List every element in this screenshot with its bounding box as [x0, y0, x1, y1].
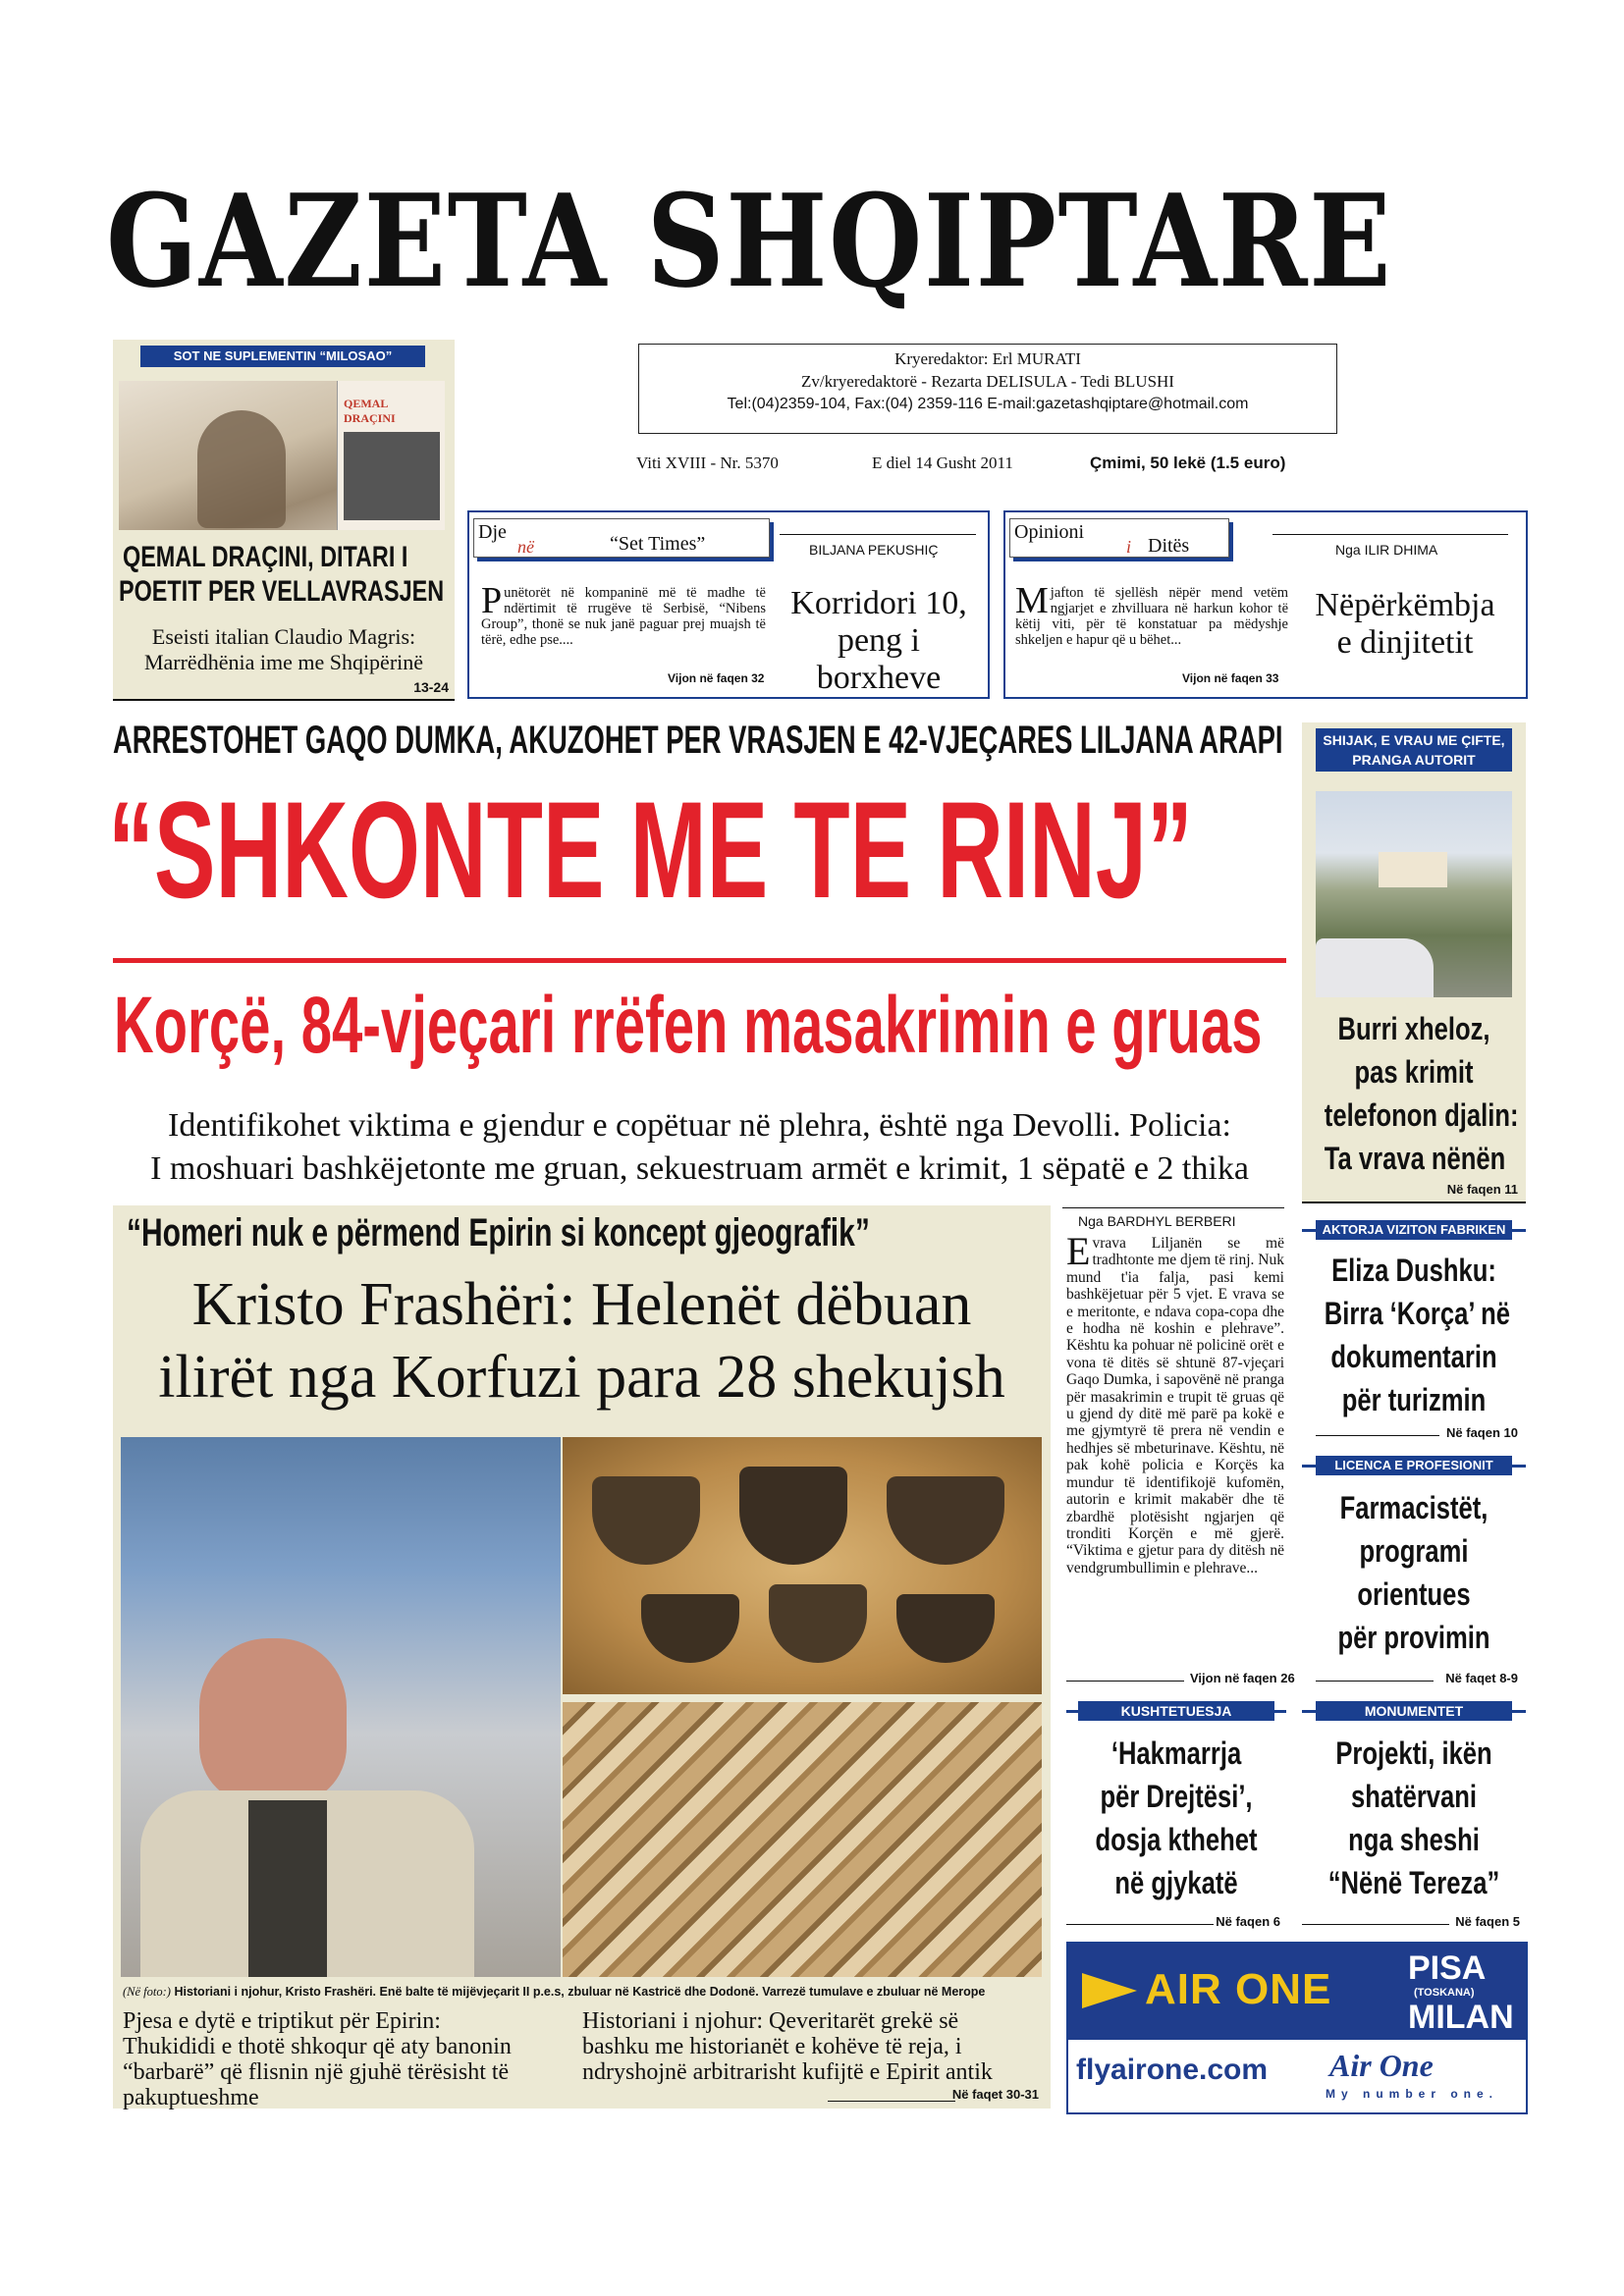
sidebar-actress-title-1: Eliza Dushku: — [1331, 1253, 1496, 1288]
lead-text: vrava Liljanën se më tradhtonte me djem të rinj. Nuk mund t'ia falja, pasi kemi bashkëjetuar për 5 vjet. E vrava se e meritonte, e ndava copa-copa dhe e hodha në koshin e plehrave”. Kështu ka pohuar në policinë orët e vona të ditës së shtunë 87-vjeçari Gaqo Dumka, i sapovënë në pranga për masakrimin e trupit të gruas që u gjend dy ditë më parë pa kokë e me gjymtyrë të prera në vendin e hedhjes së mbeturinave. Kështu, në pak kohë policia e Korçës ka mundur të identifikojë kufomën, autorin e krimit makabër dhe të zbardhë plotësisht ngjarjen që tronditi Korçën e më gjerë. “Viktima e gjetur para dy ditësh në vendgrumbullimin e plehrave... — [1066, 1235, 1284, 1576]
history-pot-5 — [769, 1584, 867, 1663]
supplement-pages: 13-24 — [413, 679, 449, 695]
sidebar-car-icon — [1316, 938, 1434, 997]
opinion-tag-b: i — [1126, 537, 1132, 557]
sidebar-licence-label: LICENCA E PROFESIONIT — [1316, 1456, 1512, 1475]
sidebar-top-box[interactable] — [1302, 722, 1526, 1203]
sidebar-top-title-3: telefonon djalin: — [1324, 1097, 1519, 1133]
supplement-cover-photo — [344, 432, 440, 520]
history-pot-6 — [896, 1594, 995, 1663]
history-text-right: Historiani i njohur: Qeveritarët grekë së bashku me historianët e kohëve të reja, i ndryshojnë arbitrarisht kufijtë e Epirit antik — [582, 2008, 993, 2085]
history-pot-3 — [887, 1476, 1004, 1565]
column-more[interactable]: Vijon në faqen 32 — [668, 671, 765, 685]
history-portrait-shirt — [248, 1800, 327, 1977]
history-caption-text: Historiani i njohur, Kristo Frashëri. Enë balte të mijëvjeçarit II p.e.s, zbuluar në Kastricë dhe Dodonë. Varrezë tumulave e zbuluar në Merope — [174, 1985, 986, 1999]
ad-dest-1-sub: (TOSKANA) — [1414, 1987, 1475, 1999]
supplement-photo — [119, 381, 445, 530]
history-pot-2 — [739, 1467, 847, 1565]
issue-number: Viti XVIII - Nr. 5370 — [636, 454, 779, 472]
constitution-title-1: ‘Hakmarrja — [1110, 1735, 1242, 1771]
sidebar-licence-box[interactable] — [1302, 1453, 1526, 1684]
history-caption-prefix: (Në foto:) — [123, 1985, 171, 1999]
lead-more[interactable]: Vijon në faqen 26 — [1190, 1671, 1295, 1685]
column-title-2: peng i borxheve — [816, 622, 942, 696]
sidebar-top-photo — [1316, 791, 1512, 997]
sidebar-top-title-1: Burri xheloz, — [1337, 1011, 1490, 1046]
ad-dest-1: PISA — [1408, 1949, 1487, 1987]
sidebar-licence-page[interactable]: Në faqet 8-9 — [1445, 1671, 1518, 1685]
monument-title-1: Projekti, ikën — [1335, 1735, 1492, 1771]
sidebar-licence-title-2: programi — [1359, 1533, 1469, 1569]
masthead-staff-box — [638, 344, 1337, 434]
history-pottery-photo — [563, 1437, 1042, 1694]
column-drop-cap: P — [481, 580, 503, 621]
opinion-more[interactable]: Vijon në faqen 33 — [1182, 671, 1279, 685]
history-more-rule — [828, 2101, 955, 2102]
constitution-label: KUSHTETUESJA — [1078, 1701, 1274, 1721]
sidebar-actress-title-4: për turizmin — [1341, 1382, 1487, 1417]
history-portrait-face — [199, 1638, 347, 1805]
monument-bottom-rule — [1302, 1924, 1449, 1925]
sidebar-actress-label: AKTORJA VIZITON FABRIKEN — [1316, 1220, 1512, 1240]
supplement-headline-2: POETIT PER VELLAVRASJEN — [119, 575, 445, 608]
history-more[interactable]: Në faqet 30-31 — [951, 2087, 1039, 2102]
constitution-title-2: për Drejtësi’, — [1100, 1779, 1253, 1814]
lead-kicker: ARRESTOHET GAQO DUMKA, AKUZOHET PER VRASJEN E 42-VJEÇARES LILJANA ARAPI — [113, 719, 1283, 762]
opinion-body — [1015, 580, 1288, 648]
column-set-times[interactable] — [467, 510, 990, 699]
opinion-author-rule — [1272, 534, 1508, 535]
lead-subhead[interactable]: Korçë, 84-vjeçari rrëfen masakrimin e gruas — [114, 981, 1263, 1070]
opinion-author: Nga ILIR DHIMA — [1335, 542, 1438, 558]
opinion-title-2: e dinjitetit — [1336, 624, 1474, 661]
column-title-1: Korridori 10, — [790, 585, 967, 621]
sidebar-actress-page[interactable]: Në faqen 10 — [1446, 1425, 1518, 1440]
sidebar-licence-title-3: orientues — [1357, 1576, 1471, 1612]
monument-title-4: “Nënë Tereza” — [1327, 1865, 1500, 1900]
history-title-2: ilirët nga Korfuzi para 28 shekujsh — [158, 1344, 1005, 1411]
opinion-tag-a: Opinioni — [1014, 521, 1085, 543]
history-pot-1 — [592, 1476, 700, 1565]
sidebar-top-title — [1302, 1007, 1526, 1180]
masthead-title: GAZETA SHQIPTARE — [106, 166, 1393, 316]
ad-tagline: My number one. — [1326, 2087, 1499, 2101]
monument-title-3: nga sheshi — [1348, 1822, 1480, 1857]
ad-dest-2: MILAN — [1408, 1999, 1514, 2036]
ad-logo: Air One — [1329, 2048, 1434, 2083]
ad-brand: AIR ONE — [1145, 1965, 1332, 2013]
lead-rule — [113, 958, 1286, 963]
lead-more-rule — [1066, 1681, 1184, 1682]
history-text-left: Pjesa e dytë e triptikut për Epirin: Thukididi e thotë shkoqur që aty banonin “barbarë” që flisnin një gjuhë tërësisht të pakuptueshme — [123, 2008, 512, 2110]
supplement-sub-2: Marrëdhënia ime me Shqipërinë — [143, 650, 424, 674]
issue-price: Çmimi, 50 lekë (1.5 euro) — [1090, 454, 1286, 472]
history-excavation-photo — [563, 1702, 1042, 1977]
opinion-text: jafton të sjellësh nëpër mend vetëm ngjarjet e zhvilluara në harkun kohor të këtij viti, për të konstatuar pa mëdyshje shkeljen e hapur që u bëhet... — [1015, 585, 1288, 648]
history-caption — [123, 1985, 1046, 2000]
column-tag-c: “Set Times” — [610, 533, 706, 555]
monument-label: MONUMENTET — [1316, 1701, 1512, 1721]
sidebar-top-title-4: Ta vrava nënën — [1324, 1141, 1506, 1176]
column-author-rule — [780, 534, 976, 535]
ad-plane-icon — [1082, 1973, 1137, 2008]
lead-headline[interactable]: “SHKONTE ME TE RINJ” — [108, 773, 1193, 927]
lead-drop-cap: E — [1066, 1229, 1091, 1273]
supplement-portrait — [197, 410, 286, 528]
contact-line: Tel:(04)2359-104, Fax:(04) 2359-116 E-mail:gazetashqiptare@hotmail.com — [727, 396, 1249, 412]
deputy-line: Zv/kryeredaktorë - Rezarta DELISULA - Tedi BLUSHI — [801, 372, 1174, 391]
history-title-1: Kristo Frashëri: Helenët dëbuan — [191, 1271, 972, 1338]
column-author: BILJANA PEKUSHIÇ — [809, 542, 939, 558]
monument-page[interactable]: Në faqen 5 — [1455, 1914, 1520, 1929]
sidebar-licence-title-1: Farmacistët, — [1339, 1490, 1489, 1525]
column-tag-a: Dje — [478, 521, 507, 543]
constitution-title-3: dosja kthehet — [1095, 1822, 1258, 1857]
monument-box[interactable] — [1302, 1698, 1526, 1934]
history-portrait-photo — [121, 1437, 561, 1977]
air-one-ad[interactable] — [1066, 1942, 1528, 2114]
opinion-tag-c: Ditës — [1148, 535, 1190, 557]
sidebar-actress-title-2: Birra ‘Korça’ në — [1324, 1296, 1511, 1331]
ad-url[interactable]: flyairone.com — [1076, 2054, 1269, 2086]
supplement-headline-1: QEMAL DRAÇINI, DITARI I — [123, 541, 408, 573]
supplement-label: SOT NE SUPLEMENTIN “MILOSAO” — [140, 346, 425, 367]
supplement-cover-title: QEMAL DRAÇINI — [344, 397, 396, 425]
sidebar-top-page[interactable]: Në faqen 11 — [1446, 1182, 1518, 1197]
constitution-title-4: në gjykatë — [1114, 1865, 1238, 1900]
sidebar-top-title-2: pas krimit — [1354, 1054, 1474, 1090]
sidebar-house-icon — [1379, 852, 1447, 887]
column-opinion[interactable] — [1003, 510, 1528, 699]
column-tag-b: në — [517, 537, 534, 557]
lead-deck-1: Identifikohet viktima e gjendur e copëtuar në plehra, është nga Devolli. Policia: — [168, 1107, 1231, 1144]
lead-deck-2: I moshuari bashkëjetonte me gruan, sekuestruam armët e krimit, 1 sëpatë e 2 thika — [150, 1150, 1249, 1187]
history-feature[interactable] — [113, 1205, 1051, 2109]
ad-top-band — [1068, 1944, 1526, 2040]
sidebar-top-label: SHIJAK, E VRAU ME ÇIFTE, PRANGA AUTORIT — [1316, 728, 1512, 772]
opinion-title-1: Nëpërkëmbja — [1315, 587, 1495, 623]
opinion-tag-box — [1009, 518, 1229, 558]
constitution-box[interactable] — [1066, 1698, 1286, 1934]
monument-title-2: shatërvani — [1350, 1779, 1478, 1814]
history-pot-4 — [641, 1594, 739, 1663]
history-quote: “Homeri nuk e përmend Epirin si koncept gjeografik” — [127, 1211, 870, 1255]
constitution-bottom-rule — [1066, 1924, 1214, 1925]
column-body — [481, 580, 766, 648]
opinion-drop-cap: M — [1015, 580, 1049, 621]
sidebar-licence-bottom-rule — [1316, 1681, 1434, 1682]
lead-author: Nga BARDHYL BERBERI — [1078, 1213, 1236, 1229]
supplement-cover — [337, 381, 445, 530]
sidebar-actress-bottom-rule — [1316, 1435, 1439, 1436]
lead-author-rule — [1062, 1207, 1284, 1208]
sidebar-actress-title-3: dokumentarin — [1330, 1339, 1497, 1374]
sidebar-actress-box[interactable] — [1302, 1217, 1526, 1449]
supplement-sub-1: Eseisti italian Claudio Magris: — [151, 624, 416, 649]
issue-date: E diel 14 Gusht 2011 — [872, 454, 1013, 472]
editor-line: Kryeredaktor: Erl MURATI — [894, 349, 1081, 368]
column-tag-box — [473, 518, 770, 558]
constitution-page[interactable]: Në faqen 6 — [1216, 1914, 1280, 1929]
sidebar-licence-title-4: për provimin — [1337, 1620, 1490, 1655]
column-text: unëtorët në kompaninë më të madhe të ndërtimit të rrugëve të Serbisë, “Nibens Group”, thonë se nuk janë paguar prej muajsh të tërë, edhe pse.... — [481, 585, 766, 648]
supplement-box[interactable] — [113, 340, 455, 701]
lead-body — [1066, 1229, 1284, 1576]
